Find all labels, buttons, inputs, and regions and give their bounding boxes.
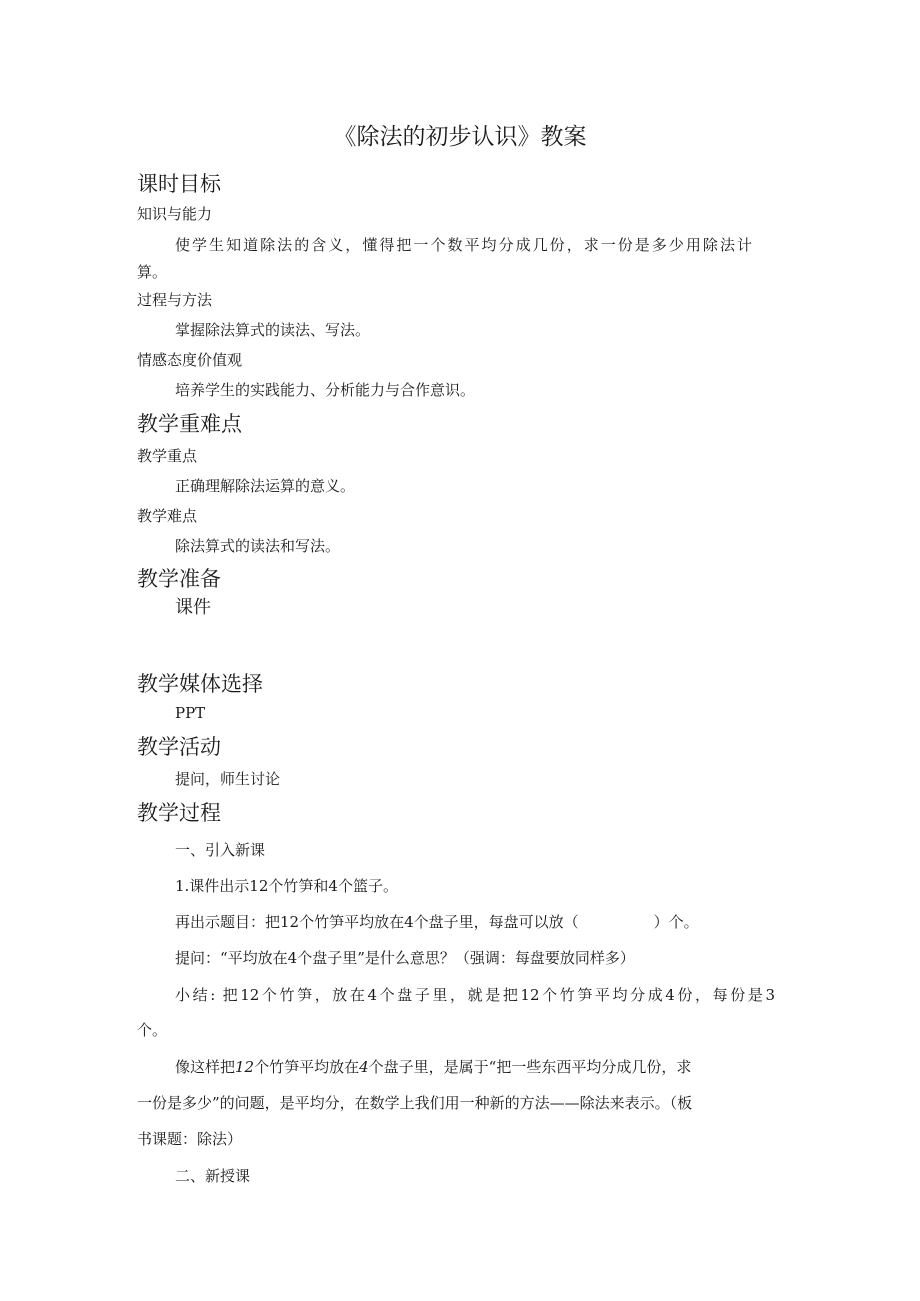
- text-item1: 1.课件出示12个竹笋和4个篮子。: [175, 877, 398, 895]
- heading-activity: 教学活动: [137, 735, 221, 759]
- heading-preparation: 教学准备: [137, 567, 221, 591]
- text-summary-line1: 小结: 把12个竹笋，放在4个盘子里，就是把12个竹笋平均分成4份，每份是3: [175, 986, 775, 1004]
- text-like-num2: 4: [359, 1058, 369, 1076]
- label-emotion: 情感态度价值观: [137, 351, 243, 369]
- heading-objectives: 课时目标: [137, 172, 221, 196]
- text-item3: 提问：“平均放在4个盘子里”是什么意思？（强调：每盘要放同样多）: [175, 949, 635, 967]
- label-process: 过程与方法: [137, 291, 213, 309]
- text-process: 掌握除法算式的读法、写法。: [175, 321, 371, 339]
- text-difficult: 除法算式的读法和写法。: [175, 537, 341, 555]
- text-summary-line2: 个。: [137, 1021, 168, 1039]
- document-title: 《除法的初步认识》教案: [333, 124, 587, 150]
- text-media: PPT: [175, 704, 206, 722]
- text-section1: 一、引入新课: [175, 841, 266, 859]
- text-like-b: 个竹笋平均放在: [254, 1058, 360, 1076]
- heading-media: 教学媒体选择: [137, 672, 263, 696]
- text-like-num1: 12: [235, 1058, 255, 1076]
- label-knowledge: 知识与能力: [137, 205, 213, 223]
- label-difficult: 教学难点: [137, 507, 198, 525]
- text-like-line2: 一份是多少”的问题，是平均分，在数学上我们用一种新的方法——除法来表示。（板: [137, 1094, 693, 1112]
- label-key: 教学重点: [137, 447, 198, 465]
- text-section2: 二、新授课: [175, 1167, 251, 1185]
- text-like-c: 个盘子里，是属于“把一些东西平均分成几份，求: [368, 1058, 692, 1076]
- text-item2: 再出示题目：把12个竹笋平均放在4个盘子里，每盘可以放（ ）个。: [175, 913, 699, 931]
- text-preparation: 课件: [175, 597, 211, 618]
- text-key: 正确理解除法运算的意义。: [175, 477, 356, 495]
- heading-key-points: 教学重难点: [137, 412, 242, 436]
- text-knowledge-line2: 算。: [137, 263, 168, 281]
- text-like-line1: [175, 1055, 691, 1079]
- text-emotion: 培养学生的实践能力、分析能力与合作意识。: [175, 381, 476, 399]
- text-activity: 提问，师生讨论: [175, 770, 281, 788]
- heading-process: 教学过程: [137, 801, 221, 825]
- text-like-a: 像这样把: [175, 1058, 236, 1076]
- text-like-line3: 书课题：除法）: [137, 1130, 243, 1148]
- text-knowledge-line1: 使学生知道除法的含义，懂得把一个数平均分成几份，求一份是多少用除法计: [175, 236, 752, 254]
